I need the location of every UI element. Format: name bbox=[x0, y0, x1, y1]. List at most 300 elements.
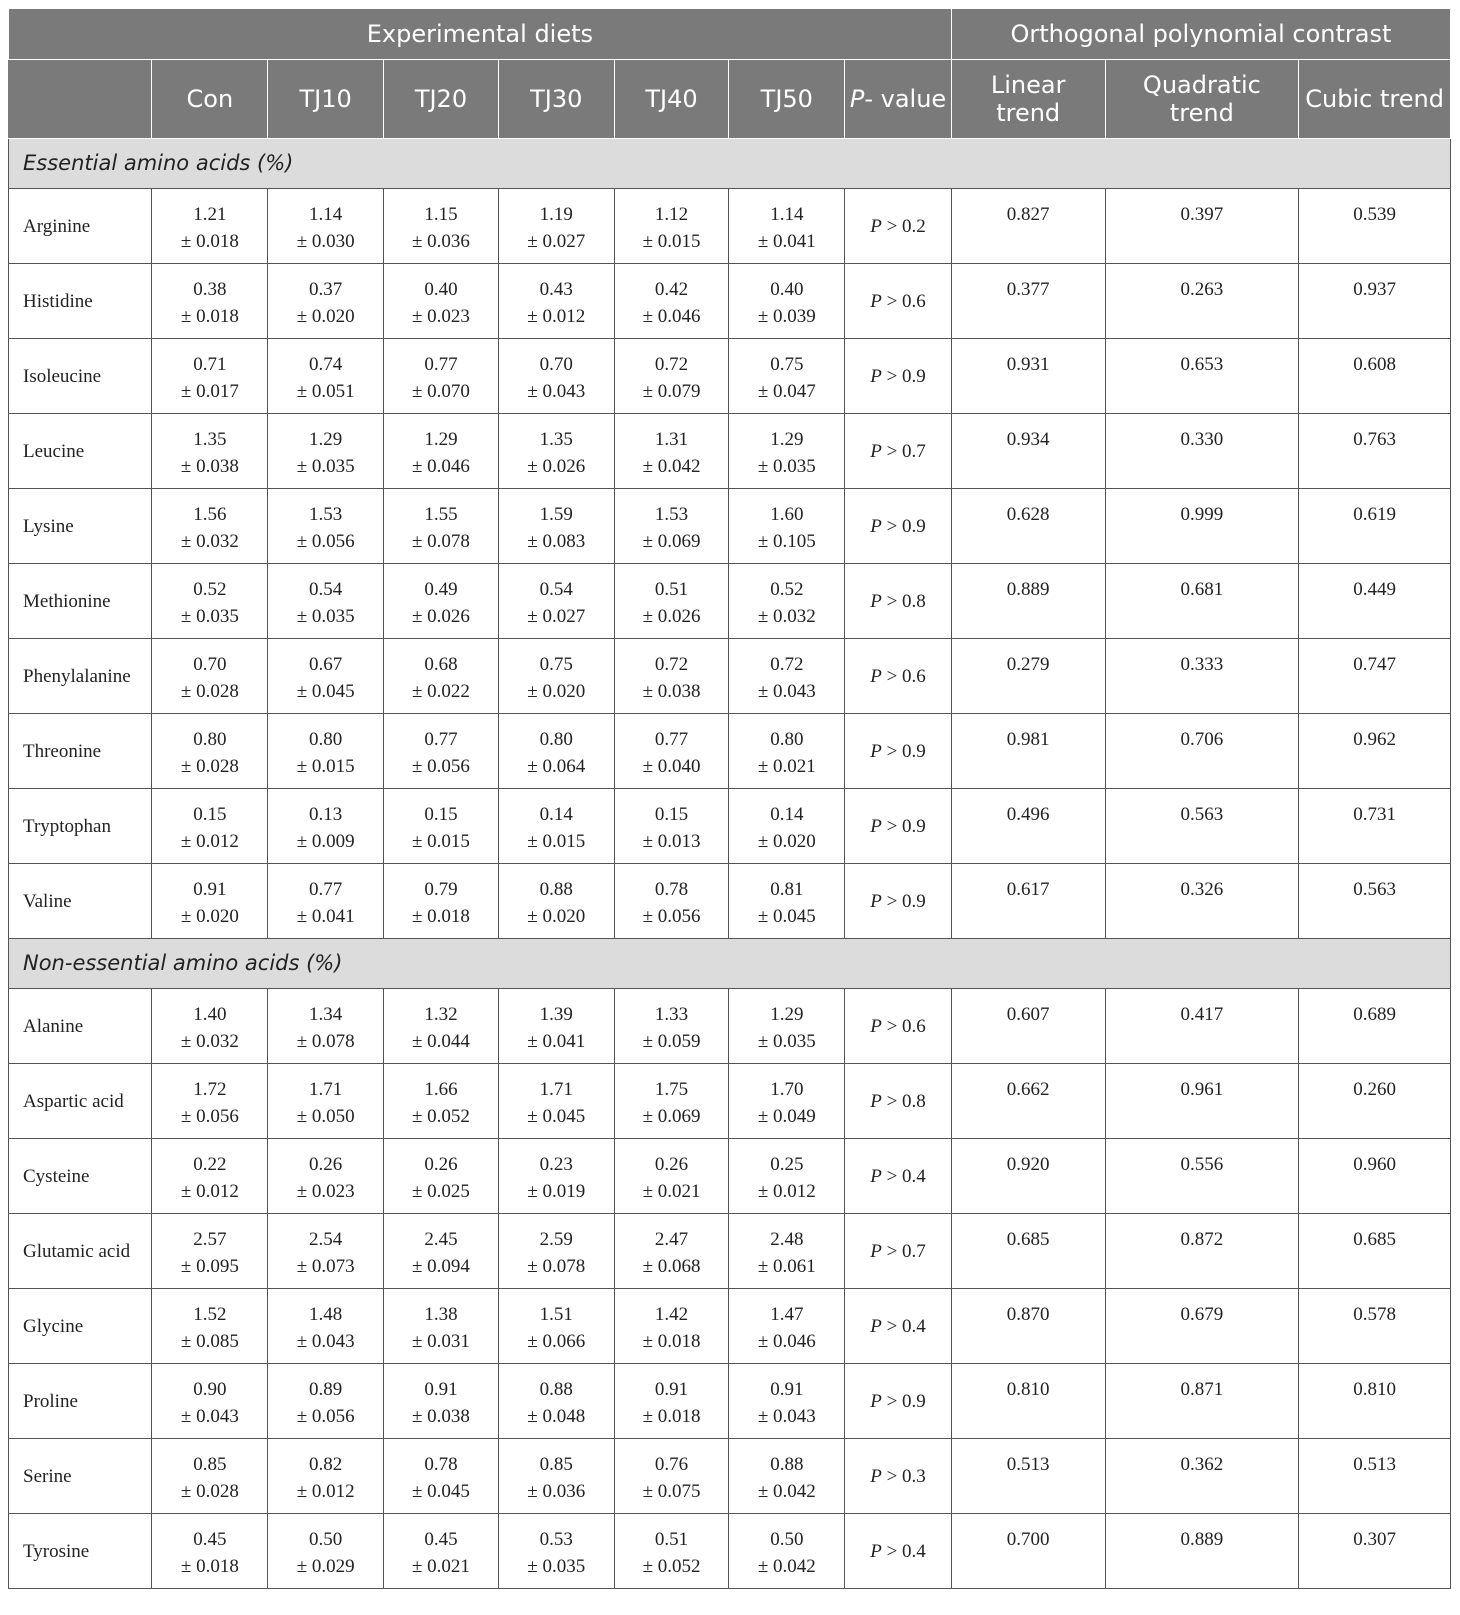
p-value-text: P > 0.6 bbox=[870, 665, 926, 687]
sem-value: ± 0.035 bbox=[757, 1031, 816, 1052]
linear-trend-cell: 0.889 bbox=[951, 564, 1105, 639]
sem-value: ± 0.032 bbox=[757, 606, 816, 627]
p-value-cell bbox=[845, 1139, 952, 1214]
mean-value: 1.31 bbox=[654, 429, 689, 450]
sem-value: ± 0.021 bbox=[642, 1181, 701, 1202]
sem-value: ± 0.066 bbox=[527, 1331, 586, 1352]
quadratic-trend-cell: 0.679 bbox=[1105, 1289, 1299, 1364]
sem-value: ± 0.043 bbox=[757, 1406, 816, 1427]
col-pvalue-header: P- value bbox=[845, 60, 952, 139]
p-value-cell bbox=[845, 1289, 952, 1364]
sem-value: ± 0.045 bbox=[411, 1481, 470, 1502]
p-value-text: P > 0.2 bbox=[870, 215, 926, 237]
mean-value: 0.53 bbox=[539, 1529, 573, 1550]
diet-value-cell bbox=[268, 1439, 384, 1514]
amino-acid-name: Alanine bbox=[9, 989, 152, 1064]
cubic-trend-cell: 0.731 bbox=[1299, 789, 1451, 864]
amino-acid-name: Aspartic acid bbox=[9, 1064, 152, 1139]
quadratic-trend-cell: 0.563 bbox=[1105, 789, 1299, 864]
cubic-trend-cell: 0.513 bbox=[1299, 1439, 1451, 1514]
diet-value-cell bbox=[152, 1364, 268, 1439]
mean-value: 0.14 bbox=[770, 804, 804, 825]
mean-value: 0.89 bbox=[309, 1379, 343, 1400]
sem-value: ± 0.105 bbox=[757, 531, 816, 552]
mean-value: 0.54 bbox=[539, 579, 573, 600]
diet-value-cell bbox=[268, 489, 384, 564]
diet-value-cell bbox=[152, 564, 268, 639]
quadratic-trend-cell: 0.999 bbox=[1105, 489, 1299, 564]
diet-value-cell bbox=[729, 264, 845, 339]
mean-value: 0.38 bbox=[193, 279, 227, 300]
sem-value: ± 0.038 bbox=[411, 1406, 470, 1427]
table-row bbox=[9, 339, 1451, 414]
mean-value: 0.77 bbox=[654, 729, 689, 750]
table-row bbox=[9, 264, 1451, 339]
diet-value-cell bbox=[384, 1064, 499, 1139]
quadratic-trend-cell: 0.397 bbox=[1105, 189, 1299, 264]
sem-value: ± 0.026 bbox=[642, 606, 701, 627]
mean-value: 1.39 bbox=[539, 1004, 573, 1025]
quadratic-trend-cell: 0.556 bbox=[1105, 1139, 1299, 1214]
amino-acid-name: Leucine bbox=[9, 414, 152, 489]
mean-value: 0.26 bbox=[309, 1154, 343, 1175]
col-tj40-header: TJ40 bbox=[614, 60, 729, 139]
mean-value: 1.35 bbox=[193, 429, 227, 450]
table-row bbox=[9, 1364, 1451, 1439]
sem-value: ± 0.018 bbox=[642, 1406, 701, 1427]
sem-value: ± 0.056 bbox=[411, 756, 470, 777]
sem-value: ± 0.079 bbox=[642, 381, 701, 402]
linear-trend-cell: 0.931 bbox=[951, 339, 1105, 414]
diet-value-cell bbox=[268, 1514, 384, 1589]
sem-value: ± 0.036 bbox=[527, 1481, 586, 1502]
mean-value: 0.91 bbox=[770, 1379, 804, 1400]
sem-value: ± 0.015 bbox=[296, 756, 355, 777]
linear-trend-cell: 0.700 bbox=[951, 1514, 1105, 1589]
diet-value-cell bbox=[729, 714, 845, 789]
section-title: Non-essential amino acids (%) bbox=[9, 939, 1451, 989]
diet-value-cell bbox=[614, 1139, 729, 1214]
mean-value: 0.88 bbox=[539, 879, 573, 900]
diet-value-cell bbox=[384, 1514, 499, 1589]
sem-value: ± 0.035 bbox=[296, 456, 355, 477]
quadratic-trend-cell: 0.706 bbox=[1105, 714, 1299, 789]
sem-value: ± 0.041 bbox=[296, 906, 355, 927]
mean-value: 1.33 bbox=[654, 1004, 689, 1025]
mean-value: 1.71 bbox=[539, 1079, 573, 1100]
quadratic-trend-cell: 0.961 bbox=[1105, 1064, 1299, 1139]
sem-value: ± 0.046 bbox=[411, 456, 470, 477]
amino-acid-name: Histidine bbox=[9, 264, 152, 339]
col-tj20-header: TJ20 bbox=[384, 60, 499, 139]
sem-value: ± 0.038 bbox=[180, 456, 239, 477]
p-value-cell bbox=[845, 414, 952, 489]
diet-value-cell bbox=[152, 414, 268, 489]
p-value-cell bbox=[845, 189, 952, 264]
table-row bbox=[9, 1214, 1451, 1289]
diet-value-cell bbox=[384, 1289, 499, 1364]
sem-value: ± 0.028 bbox=[180, 756, 239, 777]
diet-value-cell bbox=[729, 489, 845, 564]
table-row bbox=[9, 864, 1451, 939]
sem-value: ± 0.035 bbox=[296, 606, 355, 627]
amino-acid-name: Tyrosine bbox=[9, 1514, 152, 1589]
sem-value: ± 0.069 bbox=[642, 531, 701, 552]
mean-value: 0.40 bbox=[770, 279, 804, 300]
mean-value: 1.70 bbox=[770, 1079, 804, 1100]
diet-value-cell bbox=[614, 864, 729, 939]
p-value-cell bbox=[845, 1214, 952, 1289]
p-value-cell bbox=[845, 564, 952, 639]
diet-value-cell bbox=[614, 1214, 729, 1289]
mean-value: 0.15 bbox=[654, 804, 689, 825]
linear-trend-cell: 0.870 bbox=[951, 1289, 1105, 1364]
cubic-trend-cell: 0.578 bbox=[1299, 1289, 1451, 1364]
sem-value: ± 0.043 bbox=[296, 1331, 355, 1352]
diet-value-cell bbox=[268, 1064, 384, 1139]
p-value-text: P > 0.9 bbox=[870, 890, 926, 912]
sem-value: ± 0.043 bbox=[180, 1406, 239, 1427]
sem-value: ± 0.042 bbox=[642, 456, 701, 477]
mean-value: 1.53 bbox=[309, 504, 343, 525]
diet-value-cell bbox=[152, 264, 268, 339]
diet-value-cell bbox=[152, 339, 268, 414]
mean-value: 0.14 bbox=[539, 804, 573, 825]
diet-value-cell bbox=[268, 989, 384, 1064]
mean-value: 0.43 bbox=[539, 279, 573, 300]
diet-value-cell bbox=[268, 1214, 384, 1289]
diet-value-cell bbox=[498, 714, 614, 789]
amino-acid-name: Threonine bbox=[9, 714, 152, 789]
sem-value: ± 0.031 bbox=[411, 1331, 470, 1352]
p-value-text: P > 0.8 bbox=[870, 1090, 926, 1112]
mean-value: 2.47 bbox=[654, 1229, 689, 1250]
mean-value: 0.72 bbox=[770, 654, 804, 675]
mean-value: 0.85 bbox=[539, 1454, 573, 1475]
sem-value: ± 0.078 bbox=[527, 1256, 586, 1277]
quadratic-trend-cell: 0.326 bbox=[1105, 864, 1299, 939]
mean-value: 1.32 bbox=[424, 1004, 458, 1025]
sem-value: ± 0.027 bbox=[527, 606, 586, 627]
orthogonal-contrast-header: Orthogonal polynomial contrast bbox=[951, 9, 1450, 60]
mean-value: 0.13 bbox=[309, 804, 343, 825]
mean-value: 0.74 bbox=[309, 354, 343, 375]
sem-value: ± 0.017 bbox=[180, 381, 239, 402]
sem-value: ± 0.023 bbox=[411, 306, 470, 327]
amino-acid-name: Methionine bbox=[9, 564, 152, 639]
amino-acid-name: Glycine bbox=[9, 1289, 152, 1364]
mean-value: 1.21 bbox=[193, 204, 227, 225]
cubic-trend-cell: 0.689 bbox=[1299, 989, 1451, 1064]
sem-value: ± 0.047 bbox=[757, 381, 816, 402]
sem-value: ± 0.050 bbox=[296, 1106, 355, 1127]
table-row bbox=[9, 189, 1451, 264]
amino-acid-name: Valine bbox=[9, 864, 152, 939]
diet-value-cell bbox=[614, 1364, 729, 1439]
sem-value: ± 0.046 bbox=[642, 306, 701, 327]
diet-value-cell bbox=[614, 1064, 729, 1139]
col-linear-header: Linear trend bbox=[951, 60, 1105, 139]
diet-value-cell bbox=[384, 639, 499, 714]
quadratic-trend-cell: 0.263 bbox=[1105, 264, 1299, 339]
mean-value: 0.77 bbox=[309, 879, 343, 900]
p-value-text: P > 0.9 bbox=[870, 515, 926, 537]
quadratic-trend-cell: 0.872 bbox=[1105, 1214, 1299, 1289]
amino-acid-name: Glutamic acid bbox=[9, 1214, 152, 1289]
sem-value: ± 0.051 bbox=[296, 381, 355, 402]
diet-value-cell bbox=[729, 564, 845, 639]
mean-value: 0.15 bbox=[424, 804, 458, 825]
mean-value: 0.80 bbox=[193, 729, 227, 750]
diet-value-cell bbox=[498, 489, 614, 564]
diet-value-cell bbox=[498, 1514, 614, 1589]
mean-value: 1.75 bbox=[654, 1079, 689, 1100]
mean-value: 0.77 bbox=[424, 354, 458, 375]
p-value-text: P > 0.7 bbox=[870, 1240, 926, 1262]
mean-value: 1.53 bbox=[654, 504, 689, 525]
diet-value-cell bbox=[729, 639, 845, 714]
mean-value: 0.81 bbox=[770, 879, 804, 900]
sem-value: ± 0.012 bbox=[180, 831, 239, 852]
sem-value: ± 0.018 bbox=[180, 1556, 239, 1577]
diet-value-cell bbox=[152, 1439, 268, 1514]
mean-value: 0.72 bbox=[654, 654, 689, 675]
diet-value-cell bbox=[498, 264, 614, 339]
sem-value: ± 0.012 bbox=[296, 1481, 355, 1502]
mean-value: 1.19 bbox=[539, 204, 573, 225]
mean-value: 0.80 bbox=[539, 729, 573, 750]
quadratic-trend-cell: 0.871 bbox=[1105, 1364, 1299, 1439]
diet-value-cell bbox=[614, 564, 729, 639]
table-row bbox=[9, 989, 1451, 1064]
diet-value-cell bbox=[614, 339, 729, 414]
sem-value: ± 0.046 bbox=[757, 1331, 816, 1352]
sem-value: ± 0.056 bbox=[642, 906, 701, 927]
sem-value: ± 0.056 bbox=[296, 1406, 355, 1427]
sem-value: ± 0.045 bbox=[527, 1106, 586, 1127]
sem-value: ± 0.009 bbox=[296, 831, 355, 852]
diet-value-cell bbox=[384, 1364, 499, 1439]
mean-value: 2.48 bbox=[770, 1229, 804, 1250]
sem-value: ± 0.020 bbox=[527, 681, 586, 702]
diet-value-cell bbox=[729, 789, 845, 864]
amino-acid-name: Cysteine bbox=[9, 1139, 152, 1214]
p-value-cell bbox=[845, 1364, 952, 1439]
diet-value-cell bbox=[498, 1439, 614, 1514]
linear-trend-cell: 0.662 bbox=[951, 1064, 1105, 1139]
sem-value: ± 0.056 bbox=[296, 531, 355, 552]
sem-value: ± 0.083 bbox=[527, 531, 586, 552]
sem-value: ± 0.030 bbox=[296, 231, 355, 252]
sem-value: ± 0.013 bbox=[642, 831, 701, 852]
mean-value: 0.70 bbox=[539, 354, 573, 375]
p-value-cell bbox=[845, 339, 952, 414]
cubic-trend-cell: 0.937 bbox=[1299, 264, 1451, 339]
mean-value: 0.45 bbox=[193, 1529, 227, 1550]
diet-value-cell bbox=[384, 1214, 499, 1289]
diet-value-cell bbox=[384, 1439, 499, 1514]
amino-acid-name: Lysine bbox=[9, 489, 152, 564]
sem-value: ± 0.073 bbox=[296, 1256, 355, 1277]
diet-value-cell bbox=[498, 564, 614, 639]
col-tj50-header: TJ50 bbox=[729, 60, 845, 139]
diet-value-cell bbox=[384, 1139, 499, 1214]
mean-value: 0.67 bbox=[309, 654, 343, 675]
mean-value: 0.25 bbox=[770, 1154, 804, 1175]
diet-value-cell bbox=[729, 1439, 845, 1514]
diet-value-cell bbox=[729, 414, 845, 489]
mean-value: 1.42 bbox=[654, 1304, 689, 1325]
diet-value-cell bbox=[498, 1064, 614, 1139]
amino-acid-name: Phenylalanine bbox=[9, 639, 152, 714]
sem-value: ± 0.041 bbox=[527, 1031, 586, 1052]
diet-value-cell bbox=[268, 264, 384, 339]
sem-value: ± 0.020 bbox=[527, 906, 586, 927]
diet-value-cell bbox=[384, 339, 499, 414]
mean-value: 0.26 bbox=[654, 1154, 689, 1175]
col-quadratic-header: Quadratic trend bbox=[1105, 60, 1299, 139]
mean-value: 0.70 bbox=[193, 654, 227, 675]
mean-value: 0.45 bbox=[424, 1529, 458, 1550]
mean-value: 0.75 bbox=[539, 654, 573, 675]
diet-value-cell bbox=[268, 639, 384, 714]
sem-value: ± 0.026 bbox=[527, 456, 586, 477]
diet-value-cell bbox=[384, 264, 499, 339]
table-row bbox=[9, 489, 1451, 564]
amino-acid-name: Isoleucine bbox=[9, 339, 152, 414]
diet-value-cell bbox=[268, 564, 384, 639]
sem-value: ± 0.075 bbox=[642, 1481, 701, 1502]
sem-value: ± 0.059 bbox=[642, 1031, 701, 1052]
sem-value: ± 0.064 bbox=[527, 756, 586, 777]
amino-acid-name: Serine bbox=[9, 1439, 152, 1514]
sem-value: ± 0.068 bbox=[642, 1256, 701, 1277]
diet-value-cell bbox=[614, 1289, 729, 1364]
diet-value-cell bbox=[498, 864, 614, 939]
sem-value: ± 0.027 bbox=[527, 231, 586, 252]
mean-value: 1.51 bbox=[539, 1304, 573, 1325]
sem-value: ± 0.041 bbox=[757, 231, 816, 252]
linear-trend-cell: 0.628 bbox=[951, 489, 1105, 564]
diet-value-cell bbox=[152, 489, 268, 564]
diet-value-cell bbox=[498, 1139, 614, 1214]
diet-value-cell bbox=[268, 414, 384, 489]
sem-value: ± 0.015 bbox=[527, 831, 586, 852]
diet-value-cell bbox=[152, 864, 268, 939]
mean-value: 1.12 bbox=[654, 204, 689, 225]
col-tj30-header: TJ30 bbox=[498, 60, 614, 139]
sem-value: ± 0.094 bbox=[411, 1256, 470, 1277]
linear-trend-cell: 0.377 bbox=[951, 264, 1105, 339]
quadratic-trend-cell: 0.653 bbox=[1105, 339, 1299, 414]
diet-value-cell bbox=[729, 1214, 845, 1289]
p-value-cell bbox=[845, 989, 952, 1064]
diet-value-cell bbox=[384, 789, 499, 864]
diet-value-cell bbox=[729, 1139, 845, 1214]
table-body bbox=[9, 139, 1451, 1589]
mean-value: 0.52 bbox=[770, 579, 804, 600]
p-value-text: P > 0.4 bbox=[870, 1165, 926, 1187]
mean-value: 0.26 bbox=[424, 1154, 458, 1175]
mean-value: 0.91 bbox=[654, 1379, 689, 1400]
sem-value: ± 0.043 bbox=[757, 681, 816, 702]
p-value-cell bbox=[845, 489, 952, 564]
sem-value: ± 0.018 bbox=[642, 1331, 701, 1352]
experimental-diets-header: Experimental diets bbox=[9, 9, 952, 60]
quadratic-trend-cell: 0.330 bbox=[1105, 414, 1299, 489]
diet-value-cell bbox=[614, 989, 729, 1064]
diet-value-cell bbox=[268, 864, 384, 939]
table-row bbox=[9, 564, 1451, 639]
sem-value: ± 0.020 bbox=[757, 831, 816, 852]
mean-value: 0.82 bbox=[309, 1454, 343, 1475]
sem-value: ± 0.040 bbox=[642, 756, 701, 777]
p-value-text: P > 0.3 bbox=[870, 1465, 926, 1487]
diet-value-cell bbox=[498, 414, 614, 489]
mean-value: 1.72 bbox=[193, 1079, 227, 1100]
cubic-trend-cell: 0.563 bbox=[1299, 864, 1451, 939]
diet-value-cell bbox=[729, 989, 845, 1064]
sem-value: ± 0.019 bbox=[527, 1181, 586, 1202]
diet-value-cell bbox=[152, 714, 268, 789]
quadratic-trend-cell: 0.333 bbox=[1105, 639, 1299, 714]
diet-value-cell bbox=[152, 1514, 268, 1589]
cubic-trend-cell: 0.685 bbox=[1299, 1214, 1451, 1289]
p-value-cell bbox=[845, 1064, 952, 1139]
cubic-trend-cell: 0.260 bbox=[1299, 1064, 1451, 1139]
mean-value: 1.29 bbox=[309, 429, 343, 450]
sem-value: ± 0.015 bbox=[411, 831, 470, 852]
cubic-trend-cell: 0.608 bbox=[1299, 339, 1451, 414]
mean-value: 0.52 bbox=[193, 579, 227, 600]
mean-value: 1.40 bbox=[193, 1004, 227, 1025]
mean-value: 1.60 bbox=[770, 504, 804, 525]
diet-value-cell bbox=[384, 864, 499, 939]
sem-value: ± 0.078 bbox=[296, 1031, 355, 1052]
sem-value: ± 0.032 bbox=[180, 1031, 239, 1052]
mean-value: 0.50 bbox=[309, 1529, 343, 1550]
diet-value-cell bbox=[152, 989, 268, 1064]
mean-value: 0.51 bbox=[654, 1529, 689, 1550]
diet-value-cell bbox=[729, 1289, 845, 1364]
p-value-text: P > 0.9 bbox=[870, 740, 926, 762]
mean-value: 2.59 bbox=[539, 1229, 573, 1250]
sem-value: ± 0.039 bbox=[757, 306, 816, 327]
section-row bbox=[9, 139, 1451, 189]
diet-value-cell bbox=[729, 1514, 845, 1589]
sem-value: ± 0.023 bbox=[296, 1181, 355, 1202]
quadratic-trend-cell: 0.362 bbox=[1105, 1439, 1299, 1514]
diet-value-cell bbox=[614, 714, 729, 789]
sem-value: ± 0.042 bbox=[757, 1556, 816, 1577]
sem-value: ± 0.095 bbox=[180, 1256, 239, 1277]
mean-value: 0.85 bbox=[193, 1454, 227, 1475]
mean-value: 0.80 bbox=[309, 729, 343, 750]
diet-value-cell bbox=[152, 189, 268, 264]
mean-value: 0.76 bbox=[654, 1454, 689, 1475]
mean-value: 0.37 bbox=[309, 279, 343, 300]
p-value-cell bbox=[845, 639, 952, 714]
mean-value: 1.66 bbox=[424, 1079, 458, 1100]
linear-trend-cell: 0.513 bbox=[951, 1439, 1105, 1514]
diet-value-cell bbox=[614, 264, 729, 339]
sem-value: ± 0.045 bbox=[757, 906, 816, 927]
diet-value-cell bbox=[614, 414, 729, 489]
linear-trend-cell: 0.827 bbox=[951, 189, 1105, 264]
p-value-cell bbox=[845, 264, 952, 339]
mean-value: 0.72 bbox=[654, 354, 689, 375]
p-value-text: P > 0.9 bbox=[870, 1390, 926, 1412]
